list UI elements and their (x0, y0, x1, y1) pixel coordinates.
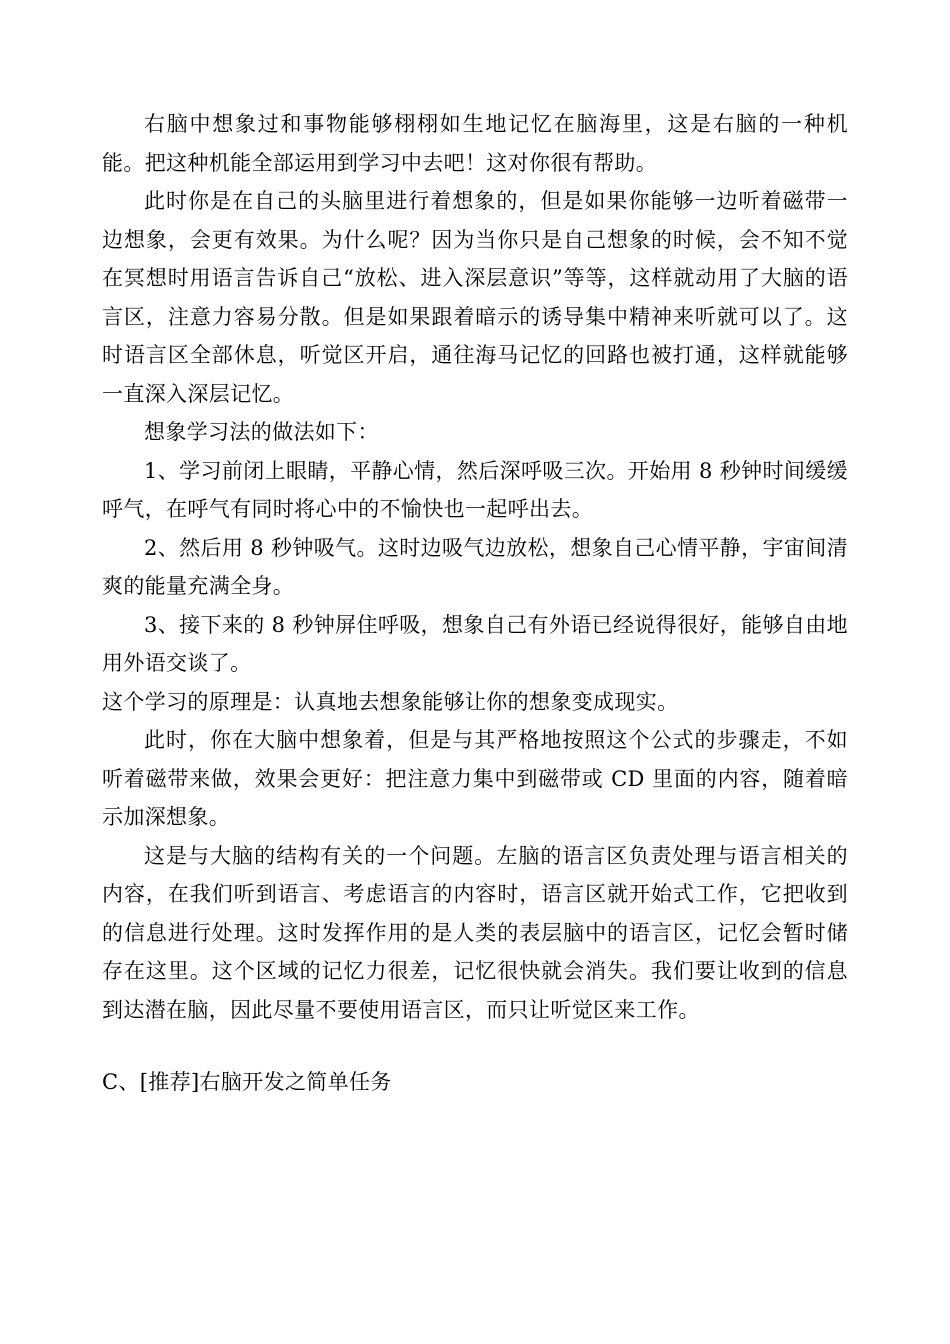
paragraph-method-intro: 想象学习法的做法如下： (144, 420, 379, 444)
paragraph-tape-better: 此时，你在大脑中想象着，但是与其严格地按照这个公式的步骤走，不如听着磁带来做，效果会更好：把注意力集中到磁带或 CD 里面的内容，随着暗示加深想象。 (102, 728, 848, 829)
section-heading: C、[推荐]右脑开发之简单任务 (102, 1070, 392, 1094)
paragraph-step-3: 3、接下来的 8 秒钟屏住呼吸，想象自己有外语已经说得很好，能够自由地用外语交谈了。 (102, 612, 848, 675)
paragraph-step-2: 2、然后用 8 秒钟吸气。这时边吸气边放松，想象自己心情平静，宇宙间清爽的能量充满全身。 (102, 535, 848, 598)
paragraph-brain-structure: 这是与大脑的结构有关的一个问题。左脑的语言区负责处理与语言相关的内容，在我们听到语言、考虑语言的内容时，语言区就开始式工作，它把收到的信息进行处理。这时发挥作用的是人类的表层脑中的语言区，记忆会暂时储存在这里。这个区域的记忆力很差，记忆很快就会消失。我们要让收到的信息到达潜在脑，因此尽量不要使用语言区，而只让听觉区来工作。 (102, 843, 848, 1022)
paragraph-principle: 这个学习的原理是：认真地去想象能够让你的想象变成现实。 (102, 689, 679, 714)
paragraph-listening-tape: 此时你是在自己的头脑里进行着想象的，但是如果你能够一边听着磁带一边想象，会更有效果。为什么呢？因为当你只是自己想象的时候，会不知不觉在冥想时用语言告诉自己“放松、进入深层意识”等等，这样就动用了大脑的语言区，注意力容易分散。但是如果跟着暗示的诱导集中精神来听就可以了。这时语言区全部休息，听觉区开启，通往海马记忆的回路也被打通，这样就能够一直深入深层记忆。 (102, 189, 848, 406)
paragraph-right-brain-imagination: 右脑中想象过和事物能够栩栩如生地记忆在脑海里，这是右脑的一种机能。把这种机能全部运用到学习中去吧！这对你很有帮助。 (102, 112, 848, 175)
paragraph-step-1: 1、学习前闭上眼睛，平静心情，然后深呼吸三次。开始用 8 秒钟时间缓缓呼气，在呼气有同时将心中的不愉快也一起呼出去。 (102, 458, 848, 521)
document-body (102, 105, 848, 1102)
